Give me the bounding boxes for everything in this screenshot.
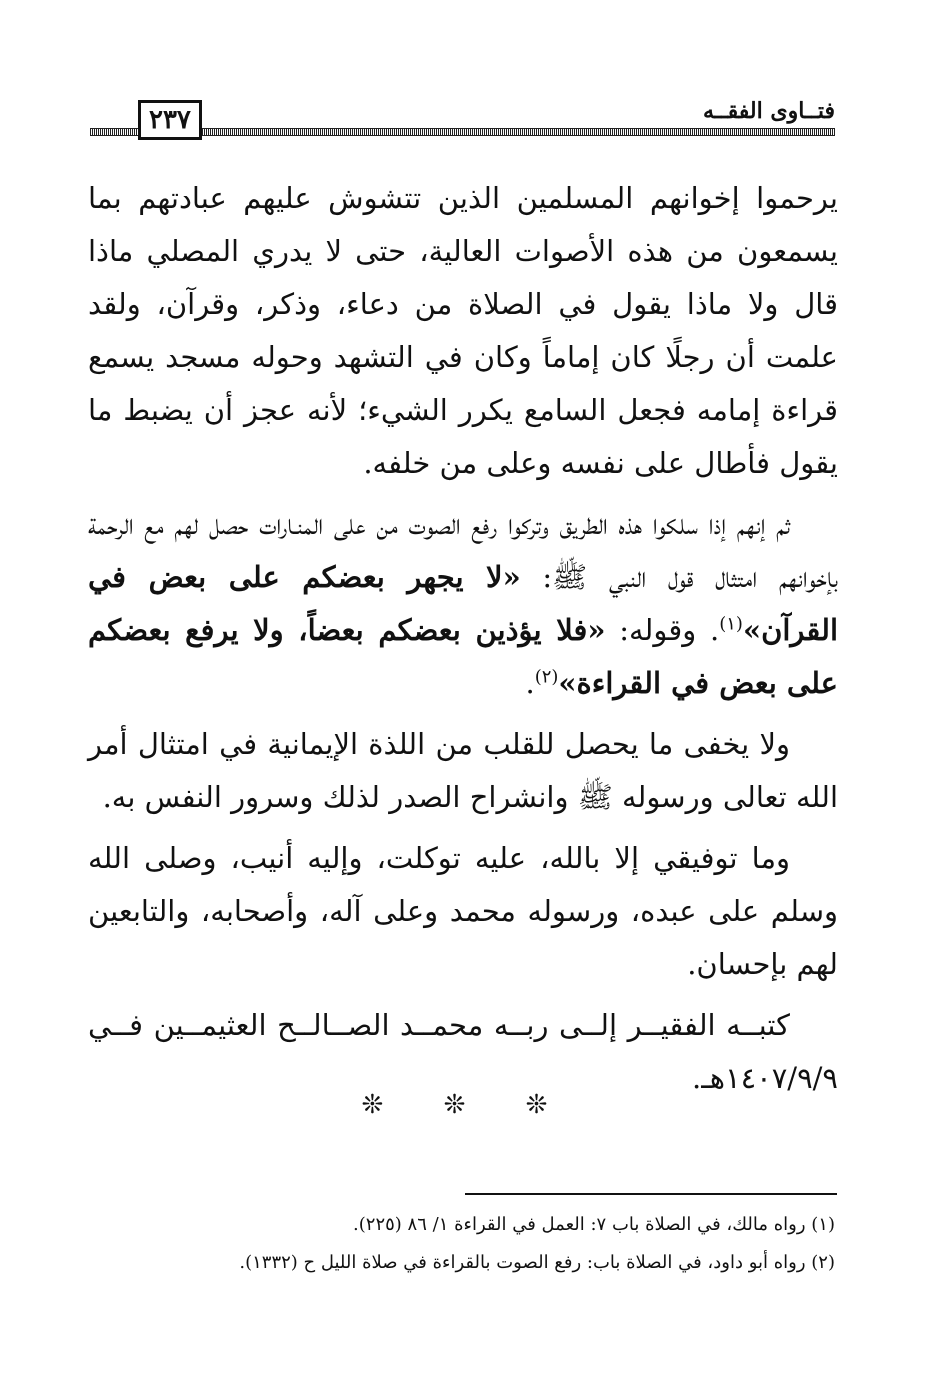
paragraph-2-mid: . وقوله:: [605, 613, 720, 647]
hadith-quote-2: «فلا يؤذين بعضكم بعضاً، ولا يرفع بعضكم على بعض في القراءة»: [88, 613, 838, 700]
hadith-quote-1: «لا يجهر بعضكم على بعض في القرآن»: [88, 560, 838, 647]
page-number: ٢٣٧: [138, 100, 202, 140]
paragraph-3: ولا يخفى ما يحصل للقلب من اللذة الإيمانية في امتثال أمر الله تعالى ورسوله ﷺ وانشراح الصدر لذلك وسرور النفس به.: [88, 727, 838, 814]
paragraph-1: يرحموا إخوانهم المسلمين الذين تتشوش عليهم عبادتهم بما يسمعون من هذه الأصوات العالية، حتى لا يدري المصلي ماذا قال ولا ماذا يقول في الصلاة من دعاء، وذكر، وقرآن، ولقد علمت أن رجلًا كان إماماً وكان في التشهد وحوله مسجد يسمع قراءة إمامه فجعل السامع يكرر الشيء؛ لأنه عجز أن يضبط ما يقول فأطال على نفسه وعلى من خلفه.: [88, 181, 838, 480]
section-separator: ❊ ❊ ❊: [361, 1090, 574, 1120]
signature-paragraph: كتبــه الفقيــر إلــى ربــه محمــد الصــالــح العثيمــين فــي ١٤٠٧/٩/٩هـ.: [88, 1008, 838, 1095]
footnote-1: (١) رواه مالك، في الصلاة باب ٧: العمل في القراءة ١/ ٨٦ (٢٢٥).: [353, 1214, 835, 1235]
page-header: [90, 92, 835, 142]
footnote-ref-2: (٢): [534, 666, 559, 688]
paragraph-2-end: .: [525, 666, 535, 700]
footnote-2: (٢) رواه أبو داود، في الصلاة باب: رفع الصوت بالقراءة في صلاة الليل ح (١٣٣٢).: [239, 1252, 835, 1273]
paragraph-2: [88, 498, 838, 710]
footnote-rule: [465, 1193, 837, 1195]
footnote-ref-1: (١): [719, 613, 743, 635]
main-text: [88, 172, 838, 1113]
paragraph-4: وما توفيقي إلا بالله، عليه توكلت، وإليه أنيب، وصلى الله وسلم على عبده، ورسوله محمد وعلى آله، وأصحابه، والتابعين لهم بإحسان.: [88, 841, 838, 981]
footnotes: [90, 1206, 835, 1282]
running-title: فتــاوى الفقــه: [697, 96, 835, 126]
paragraph-2-intro: ثم إنهم إذا سلكوا هذه الطريق وتركوا رفع الصوت من على المنـارات حصل لهم مع الرحمة بإخوانهم امتثال قول النبي ﷺ:: [88, 507, 838, 594]
